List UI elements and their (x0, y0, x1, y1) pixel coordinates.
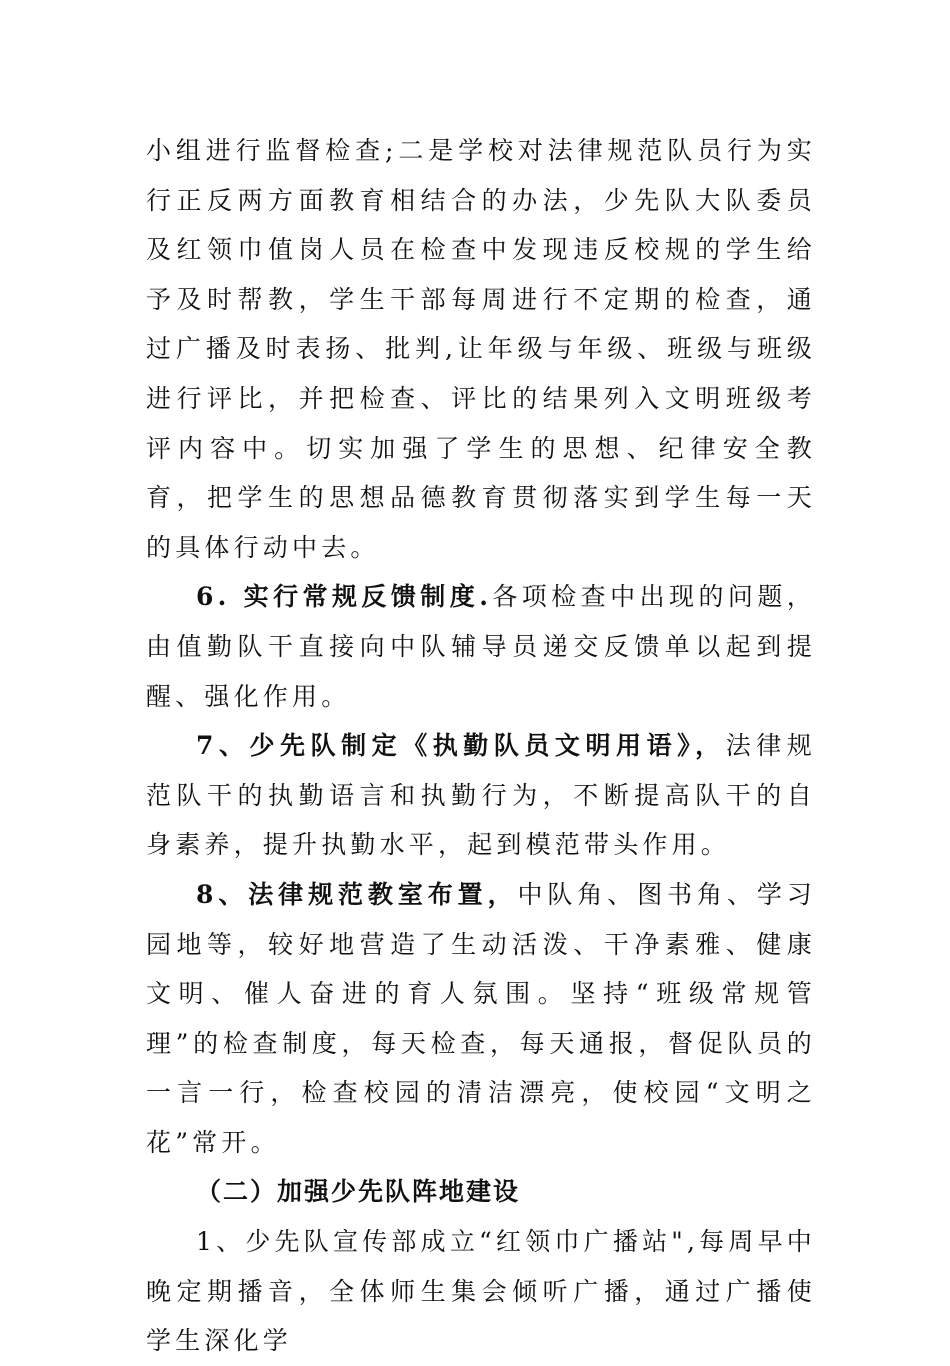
paragraph-7 (146, 721, 816, 870)
paragraph-8-heading: 8、法律规范教室布置， (196, 879, 518, 909)
paragraph-section-1: 1、少先队宣传部成立“红领巾广播站",每周早中晚定期播音，全体师生集会倾听广播，通过广播使学生深化学 (146, 1227, 816, 1356)
paragraph-7-text: 法律规范队干的执勤语言和执勤行为，不断提高队干的自身素养，提升执勤水平，起到模范带头作用。 (146, 731, 816, 860)
document-body (146, 126, 816, 1366)
paragraph-7-heading: 7、少先队制定《执勤队员文明用语》， (196, 731, 726, 761)
section-heading: （二）加强少先队阵地建设 (196, 1177, 521, 1207)
paragraph-8 (146, 870, 816, 1168)
paragraph-1: 小组进行监督检查;二是学校对法律规范队员行为实行正反两方面教育相结合的办法，少先队大队委员及红领巾值岗人员在检查中发现违反校规的学生给予及时帮教，学生干部每周进行不定期的检查，通过广播及时表扬、批判,让年级与年级、班级与班级进行评比，并把检查、评比的结果列入文明班级考评内容中。切实加强了学生的思想、纪律安全教育，把学生的思想品德教育贯彻落实到学生每一天的具体行动中去。 (146, 136, 816, 562)
paragraph-6 (146, 572, 816, 721)
paragraph-8-text: 中队角、图书角、学习园地等，较好地营造了生动活泼、干净素雅、健康文明、催人奋进的育人氛围。坚持“班级常规管理”的检查制度，每天检查，每天通报，督促队员的一言一行，检查校园的清洁漂亮，使校园“文明之花”常开。 (146, 879, 816, 1157)
paragraph-6-text: 各项检查中出现的问题，由值勤队干直接向中队辅导员递交反馈单以起到提醒、强化作用。 (146, 582, 816, 711)
paragraph-6-heading: 6. 实行常规反馈制度. (196, 582, 493, 612)
